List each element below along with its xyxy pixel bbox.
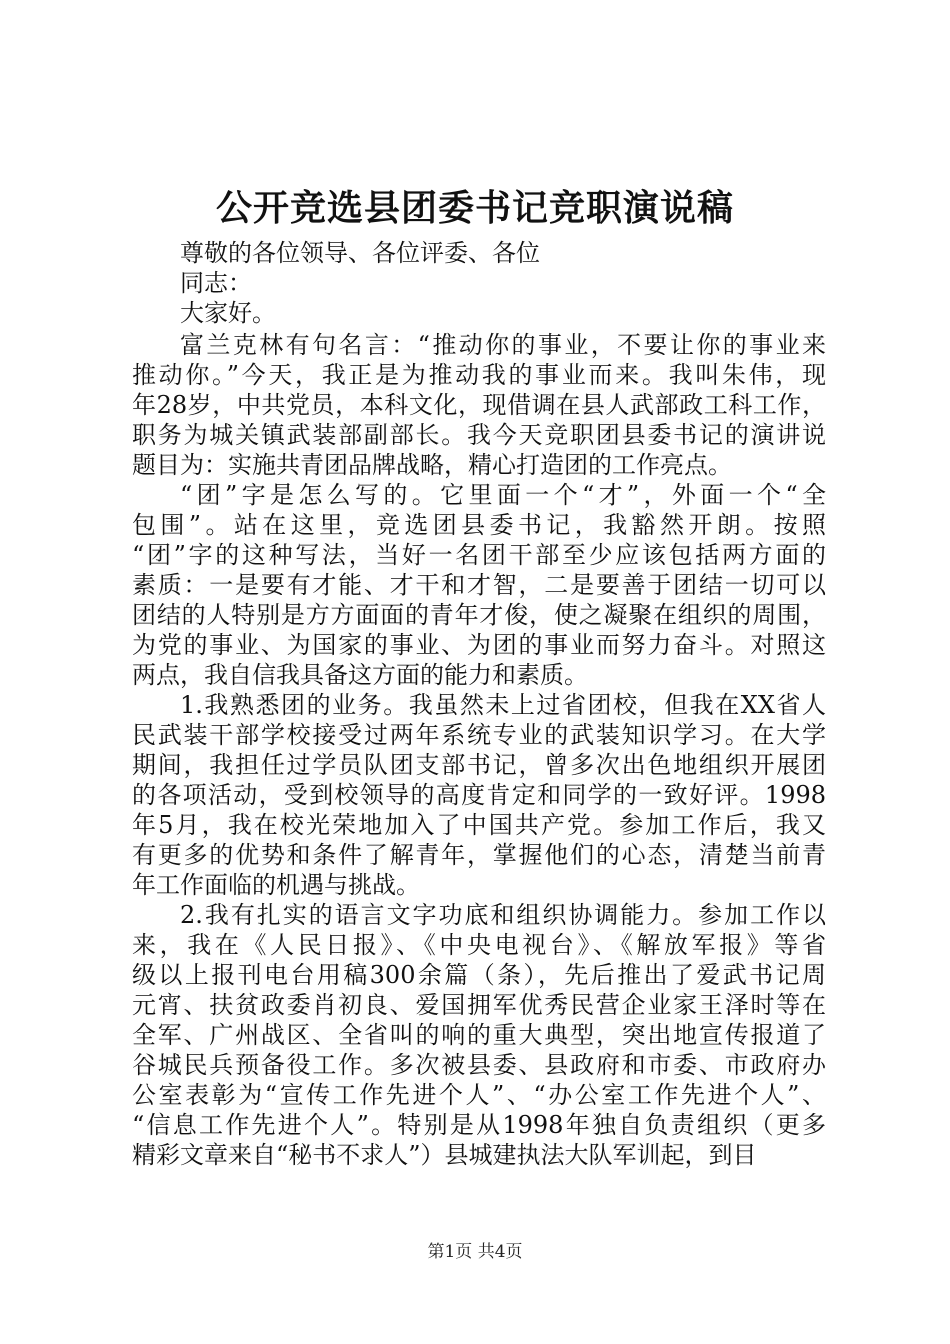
paragraph-line: 两点，我自信我具备这方面的能力和素质。 [132, 661, 588, 689]
greeting-line: 大家好。 [180, 299, 276, 327]
paragraph-line: 有更多的优势和条件了解青年，掌握他们的心态，清楚当前青 [132, 841, 826, 869]
paragraph-line: 职务为城关镇武装部副部长。我今天竞职团县委书记的演讲说 [132, 421, 826, 449]
paragraph-line: 来，我在《人民日报》、《中央电视台》、《解放军报》等省 [132, 931, 826, 959]
page-footer: 第1页 共4页 [427, 1242, 523, 1262]
greeting-line: 同志： [180, 269, 252, 297]
paragraph-line: 为党的事业、为国家的事业、为团的事业而努力奋斗。对照这 [132, 631, 826, 659]
paragraph-first-line: 1.我熟悉团的业务。我虽然未上过省团校，但我在XX省人 [180, 691, 826, 719]
paragraph-line: 精彩文章来自“秘书不求人”）县城建执法大队军训起，到目 [132, 1141, 757, 1169]
page-title: 公开竞选县团委书记竞职演说稿 [215, 187, 734, 229]
paragraph-line: 年5月，我在校光荣地加入了中国共产党。参加工作后，我又 [132, 811, 826, 839]
greeting-line: 尊敬的各位领导、各位评委、各位 [180, 239, 540, 267]
paragraph-line: 年工作面临的机遇与挑战。 [132, 871, 420, 899]
paragraph-line: 素质：一是要有才能、才干和才智，二是要善于团结一切可以 [132, 571, 826, 599]
paragraph-line: “信息工作先进个人”。特别是从1998年独自负责组织（更多 [132, 1111, 826, 1139]
paragraph-line: 期间，我担任过学员队团支部书记，曾多次出色地组织开展团 [132, 751, 826, 779]
paragraph-line: 包围”。站在这里，竞选团县委书记，我豁然开朗。按照 [132, 511, 826, 539]
paragraph-line: 民武装干部学校接受过两年系统专业的武装知识学习。在大学 [132, 721, 826, 749]
paragraph-line: 年28岁，中共党员，本科文化，现借调在县人武部政工科工作， [132, 391, 826, 419]
paragraph-line: 级以上报刊电台用稿300余篇（条），先后推出了爱武书记周 [132, 961, 826, 989]
paragraph-line: 题目为：实施共青团品牌战略，精心打造团的工作亮点。 [132, 451, 732, 479]
paragraph-line: 全军、广州战区、全省叫的响的重大典型，突出地宣传报道了 [132, 1021, 826, 1049]
document-body [132, 330, 826, 1170]
paragraph-first-line: 富兰克林有句名言：“推动你的事业，不要让你的事业来 [180, 331, 826, 359]
paragraph-line: 的各项活动，受到校领导的高度肯定和同学的一致好评。1998 [132, 781, 826, 809]
paragraph-line: 公室表彰为“宣传工作先进个人”、“办公室工作先进个人”、 [132, 1081, 826, 1109]
paragraph-first-line: 2.我有扎实的语言文字功底和组织协调能力。参加工作以 [180, 901, 826, 929]
paragraph-line: 团结的人特别是方方面面的青年才俊，使之凝聚在组织的周围， [132, 601, 826, 629]
paragraph-line: 推动你。”今天，我正是为推动我的事业而来。我叫朱伟，现 [132, 361, 826, 389]
paragraph-line: 元宵、扶贫政委肖初良、爱国拥军优秀民营企业家王泽时等在 [132, 991, 826, 1019]
paragraph-line: 谷城民兵预备役工作。多次被县委、县政府和市委、市政府办 [132, 1051, 826, 1079]
paragraph-line: “团”字的这种写法，当好一名团干部至少应该包括两方面的 [132, 541, 826, 569]
paragraph-first-line: “团”字是怎么写的。它里面一个“才”，外面一个“全 [180, 481, 826, 509]
